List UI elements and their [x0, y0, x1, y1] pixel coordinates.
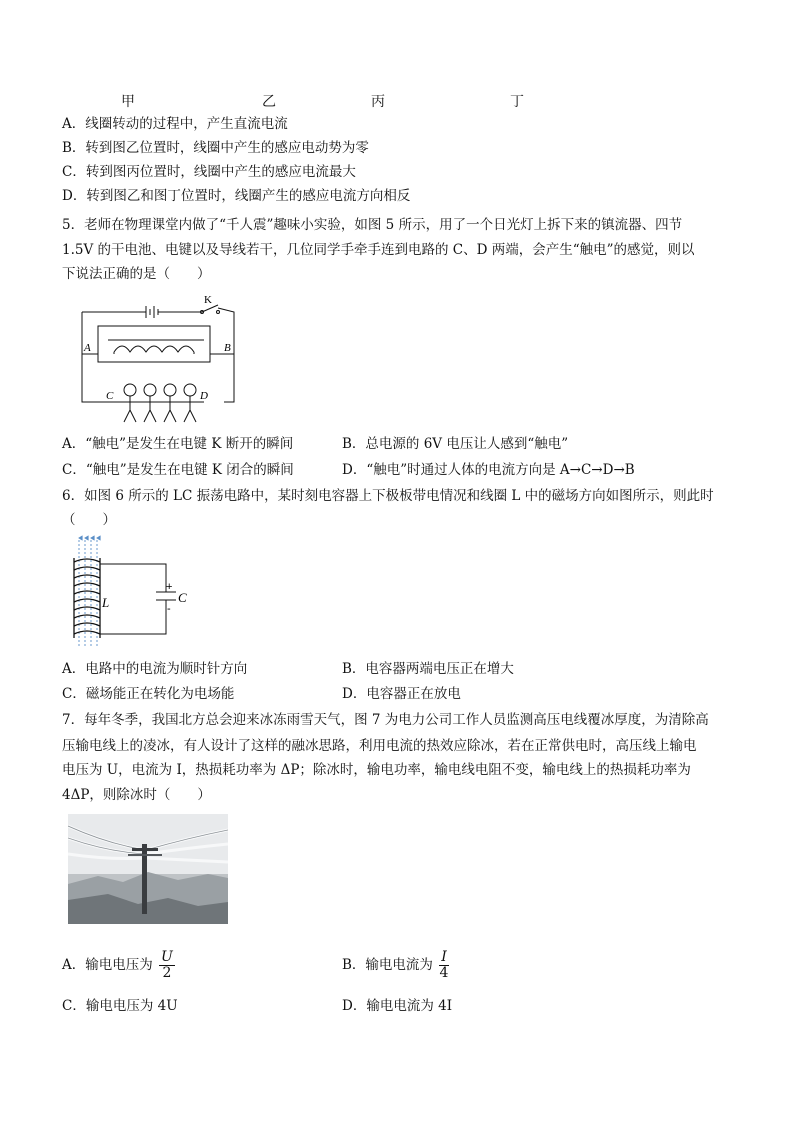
q5-option-d: D．“触电”时通过人体的电流方向是 A→C→D→B — [342, 462, 635, 478]
q6-label-minus: - — [167, 603, 171, 615]
q7-option-a-denominator: 2 — [162, 965, 172, 981]
q7-iced-powerline-photo — [68, 814, 228, 924]
figure-label-bing: 丙 — [371, 94, 385, 110]
figure-label-jia: 甲 — [121, 94, 135, 110]
q6-option-a: A．电路中的电流为顺时针方向 — [62, 661, 248, 677]
q7-option-b — [342, 950, 449, 981]
q6-option-b: B．电容器两端电压正在增大 — [342, 661, 514, 677]
q5-label-a: A — [84, 342, 91, 354]
q7-option-c: C．输电电压为 4U — [62, 998, 178, 1014]
q7-stem-line-1: 7．每年冬季，我国北方总会迎来冰冻雨雪天气，图 7 为电力公司工作人员监测高压电线覆冰厚度，为清除高 — [62, 712, 709, 728]
q4-option-c: C．转到图丙位置时，线圈中产生的感应电流最大 — [62, 164, 356, 180]
q5-option-c: C．“触电”是发生在电键 K 闭合的瞬间 — [62, 462, 294, 478]
q7-option-b-prefix: B．输电电流为 — [342, 957, 433, 973]
q6-option-d: D．电容器正在放电 — [342, 686, 461, 702]
q7-stem-line-3: 电压为 U，电流为 I，热损耗功率为 ΔP；除冰时，输电功率，输电线电阻不变，输电线上的热损耗功率为 — [62, 762, 691, 778]
q6-lc-circuit-figure — [66, 534, 196, 652]
q6-label-c: C — [178, 590, 187, 605]
q6-stem-line-2: （ ） — [62, 512, 116, 528]
q5-option-b: B．总电源的 6V 电压让人感到“触电” — [342, 436, 569, 452]
q5-option-a: A．“触电”是发生在电键 K 断开的瞬间 — [62, 436, 294, 452]
q4-option-d: D．转到图乙和图丁位置时，线圈产生的感应电流方向相反 — [62, 188, 411, 204]
q7-option-a-prefix: A．输电电压为 — [62, 957, 153, 973]
q7-option-a — [62, 950, 175, 981]
q5-circuit-figure — [74, 292, 244, 428]
q7-option-b-denominator: 4 — [439, 965, 449, 981]
q6-option-c: C．磁场能正在转化为电场能 — [62, 686, 235, 702]
q5-label-c: C — [106, 390, 114, 402]
q7-option-a-numerator: U — [161, 949, 173, 965]
q7-stem-line-2: 压输电线上的凌冰，有人设计了这样的融冰思路，利用电流的热效应除冰，若在正常供电时，高压线上输电 — [62, 738, 697, 754]
q7-option-d: D．输电电流为 4I — [342, 998, 453, 1014]
q5-label-b: B — [224, 342, 231, 354]
q7-option-b-numerator: I — [441, 949, 447, 965]
q7-stem-line-4: 4ΔP，则除冰时（ ） — [62, 787, 211, 803]
q5-stem-line-1: 5．老师在物理课堂内做了“千人震”趣味小实验，如图 5 所示，用了一个日光灯上拆下来的镇流器、四节 — [62, 217, 683, 233]
q5-label-d: D — [200, 390, 208, 402]
q6-label-l: L — [102, 595, 110, 610]
q7-option-a-fraction — [159, 950, 175, 981]
q7-option-b-fraction — [439, 950, 449, 981]
q4-option-b: B．转到图乙位置时，线圈中产生的感应电动势为零 — [62, 140, 369, 156]
q6-stem-line-1: 6．如图 6 所示的 LC 振荡电路中，某时刻电容器上下极板带电情况和线圈 L 中的磁场方向如图所示，则此时 — [62, 488, 714, 504]
q5-label-k: K — [204, 294, 212, 306]
q5-stem-line-3: 下说法正确的是（ ） — [62, 266, 211, 282]
figure-label-ding: 丁 — [510, 94, 524, 110]
q6-label-plus: + — [166, 581, 173, 593]
figure-label-yi: 乙 — [262, 94, 276, 110]
q5-stem-line-2: 1.5V 的干电池、电键以及导线若干，几位同学手牵手连到电路的 C、D 两端，会产生“触电”的感觉，则以 — [62, 242, 695, 258]
q4-option-a: A．线圈转动的过程中，产生直流电流 — [62, 116, 288, 132]
